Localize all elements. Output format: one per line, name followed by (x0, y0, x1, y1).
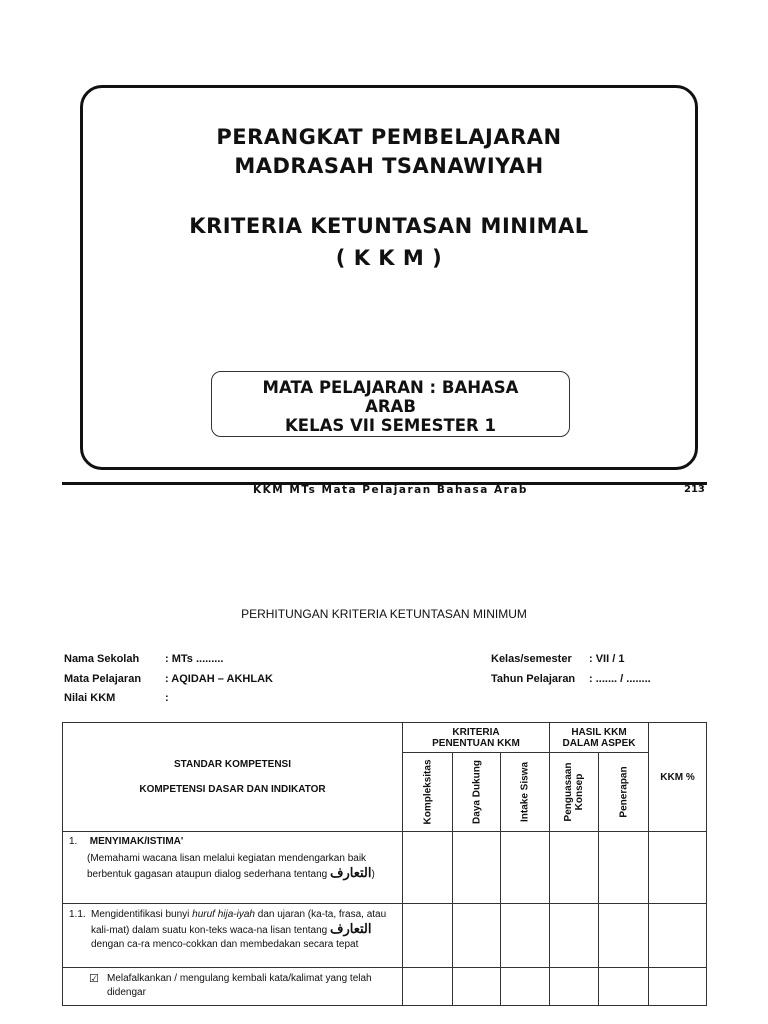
row1-arabic: التعارف (329, 865, 372, 880)
row3-cell (63, 968, 403, 1006)
header-penguasaan-line2: Konsep (574, 773, 585, 811)
row2-text-a: Mengidentifikasi bunyi (91, 909, 190, 920)
header-daya-dukung: Daya Dukung (471, 760, 482, 824)
subject-box (211, 371, 570, 437)
calc-title: PERHITUNGAN KRITERIA KETUNTASAN MINIMUM (241, 607, 527, 621)
row1-close: ) (371, 869, 375, 880)
row2-cell (63, 904, 403, 968)
table-row (63, 968, 707, 1006)
row2-arabic: التعارف (330, 921, 372, 936)
mata-pelajaran-value: : AQIDAH – AKHLAK (165, 673, 273, 685)
cover-title-line4: ( K K M ) (335, 246, 443, 270)
row2-text-c: dengan ca-ra menco-cokkan dan membedakan secara tepat (91, 939, 359, 950)
row1-cell (63, 832, 403, 904)
header-penerapan-cell (599, 753, 649, 832)
header-intake: Intake Siswa (519, 761, 531, 823)
tahun-value: : ....... / ........ (589, 673, 651, 685)
mata-pelajaran-label: Mata Pelajaran (64, 673, 142, 685)
nilai-kkm-label: Nilai KKM (64, 692, 116, 704)
kelas-label: Kelas/semester (491, 653, 572, 665)
table-row (63, 904, 707, 968)
header-penerapan: Penerapan (618, 766, 629, 818)
header-kriteria (403, 723, 550, 753)
cover-title-line1: PERANGKAT PEMBELAJARAN (216, 125, 562, 149)
cover-title-line2: MADRASAH TSANAWIYAH (234, 154, 544, 178)
page-number: 213 (684, 484, 705, 495)
row1-title: MENYIMAK/ISTIMA' (89, 836, 184, 847)
nilai-kkm-value: : (165, 692, 169, 704)
row2-number: 1.1. (69, 909, 86, 920)
cover-title-line3: KRITERIA KETUNTASAN MINIMAL (189, 214, 589, 238)
header-intake-cell (501, 753, 550, 832)
header-penguasaan (563, 763, 585, 822)
footer-text: KKM MTs Mata Pelajaran Bahasa Arab (253, 484, 528, 496)
header-standar: STANDAR KOMPETENSI (173, 759, 292, 770)
header-standar-cell (63, 723, 403, 832)
header-hasil (550, 723, 649, 753)
table-row (63, 832, 707, 904)
row3-text: Melafalkankan / mengulang kembali kata/kalimat yang telah didengar (107, 973, 372, 998)
header-daya-dukung-cell (453, 753, 501, 832)
nama-sekolah-value: : MTs ......... (165, 653, 224, 665)
header-hasil-line1: HASIL KKM (571, 726, 627, 738)
row1-desc: (Memahami wacana lisan melalui kegiatan mendengarkan baik berbentuk gagasan ataupun dialog sederhana tentang (87, 853, 367, 880)
header-penguasaan-line1: Penguasaan (563, 762, 574, 822)
header-kompetensi: KOMPETENSI DASAR DAN INDIKATOR (139, 784, 326, 795)
header-kriteria-line2: PENENTUAN KKM (432, 737, 520, 749)
row2-text-b: dan ujaran (ka-ta, frasa, atau kali-mat) dalam suatu kon-teks waca-na lisan tentang (91, 909, 387, 936)
header-kkm: KKM % (649, 723, 707, 832)
kkm-table (62, 722, 707, 1006)
checkbox-icon: ☑ (89, 973, 99, 985)
tahun-label: Tahun Pelajaran (491, 673, 576, 685)
header-penguasaan-cell (550, 753, 599, 832)
row2-italic: huruf hija-iyah (192, 909, 255, 920)
header-hasil-line2: DALAM ASPEK (562, 737, 636, 749)
subject-line2: ARAB (365, 397, 416, 416)
header-kriteria-line1: KRITERIA (452, 726, 500, 738)
subject-line3: KELAS VII SEMESTER 1 (285, 416, 496, 435)
nama-sekolah-label: Nama Sekolah (64, 653, 140, 665)
header-kompleksitas-cell (403, 753, 453, 832)
header-kompleksitas: Kompleksitas (422, 759, 433, 825)
kelas-value: : VII / 1 (589, 653, 625, 665)
row1-number: 1. (69, 836, 78, 847)
subject-line1: MATA PELAJARAN : BAHASA (262, 378, 519, 397)
